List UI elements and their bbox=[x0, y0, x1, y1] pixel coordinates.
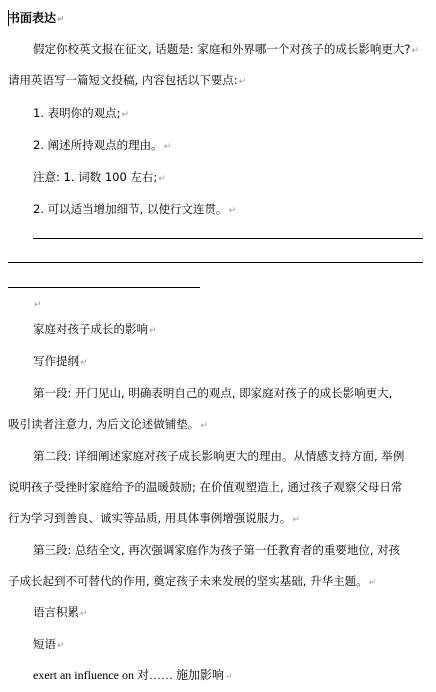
paragraph-mark-icon: ↵ bbox=[228, 206, 236, 216]
paragraph-mark-icon: ↵ bbox=[80, 358, 88, 368]
para3-line-1: 第三段: 总结全文, 再次强调家庭作为孩子第一任教育者的重要地位, 对孩 bbox=[33, 543, 401, 557]
paragraph-mark-icon: ↵ bbox=[224, 671, 233, 681]
paragraph-mark-icon: ↵ bbox=[200, 421, 208, 431]
prompt-line-2: 请用英语写一篇短文投稿, 内容包括以下要点:↵ bbox=[8, 73, 247, 87]
paragraph-mark-icon: ↵ bbox=[149, 326, 157, 336]
paragraph-mark-icon: ↵ bbox=[368, 578, 377, 588]
answer-line-2 bbox=[8, 262, 423, 263]
paragraph-mark-icon: ↵ bbox=[121, 110, 130, 120]
paragraph-mark-icon: ↵ bbox=[57, 15, 65, 25]
paragraph-mark-icon: ↵ bbox=[57, 641, 65, 651]
para1-line-2: 吸引读者注意力, 为后文论述做铺垫。↵ bbox=[8, 417, 208, 431]
phrases-heading: 短语↵ bbox=[33, 637, 65, 651]
note-line-1: 注意: 1. 词数 100 左右;↵ bbox=[33, 170, 166, 184]
paragraph-mark-icon: ↵ bbox=[80, 609, 88, 619]
paragraph-mark-icon: ↵ bbox=[158, 174, 166, 184]
paragraph-mark-icon: ↵ bbox=[163, 142, 172, 152]
heading: 书面表达 bbox=[8, 11, 57, 25]
paragraph-mark-icon: ↵ bbox=[292, 515, 300, 525]
answer-line-3 bbox=[8, 287, 200, 288]
answer-line-1 bbox=[33, 238, 423, 239]
outline-heading: 写作提纲↵ bbox=[33, 354, 88, 368]
para3-line-2: 子成长起到不可替代的作用, 奠定孩子未来发展的坚实基础, 升华主题。↵ bbox=[8, 574, 377, 588]
heading-line bbox=[8, 11, 430, 27]
language-heading: 语言积累↵ bbox=[33, 605, 88, 619]
para1-line-1: 第一段: 开门见山, 明确表明自己的观点, 即家庭对孩子的成长影响更大, bbox=[33, 386, 393, 400]
empty-paragraph bbox=[33, 296, 430, 312]
note-line-2: 2. 可以适当增加细节, 以使行文连贯。↵ bbox=[33, 202, 236, 216]
paragraph-mark-icon: ↵ bbox=[411, 46, 419, 56]
para2-line-1: 第二段: 详细阐述家庭对孩子成长影响更大的理由。从情感支持方面, 举例 bbox=[33, 449, 405, 463]
paragraph-mark-icon: ↵ bbox=[34, 300, 42, 310]
para2-line-2: 说明孩子受挫时家庭给予的温暖鼓励; 在价值观塑造上, 通过孩子观察父母日常 bbox=[8, 480, 403, 494]
essay-title: 家庭对孩子成长的影响↵ bbox=[33, 322, 157, 336]
phrase-1: exert an influence on 对…… 施加影响↵ bbox=[33, 668, 233, 682]
para2-line-3: 行为学习到善良、诚实等品质, 用具体事例增强说服力。↵ bbox=[8, 511, 300, 525]
paragraph-mark-icon: ↵ bbox=[238, 77, 247, 87]
prompt-line-1: 假定你校英文报在征文, 话题是: 家庭和外界哪一个对孩子的成长影响更大?↵ bbox=[33, 42, 419, 56]
prompt-point-1: 1. 表明你的观点;↵ bbox=[33, 106, 130, 120]
prompt-point-2: 2. 阐述所持观点的理由。↵ bbox=[33, 138, 172, 152]
